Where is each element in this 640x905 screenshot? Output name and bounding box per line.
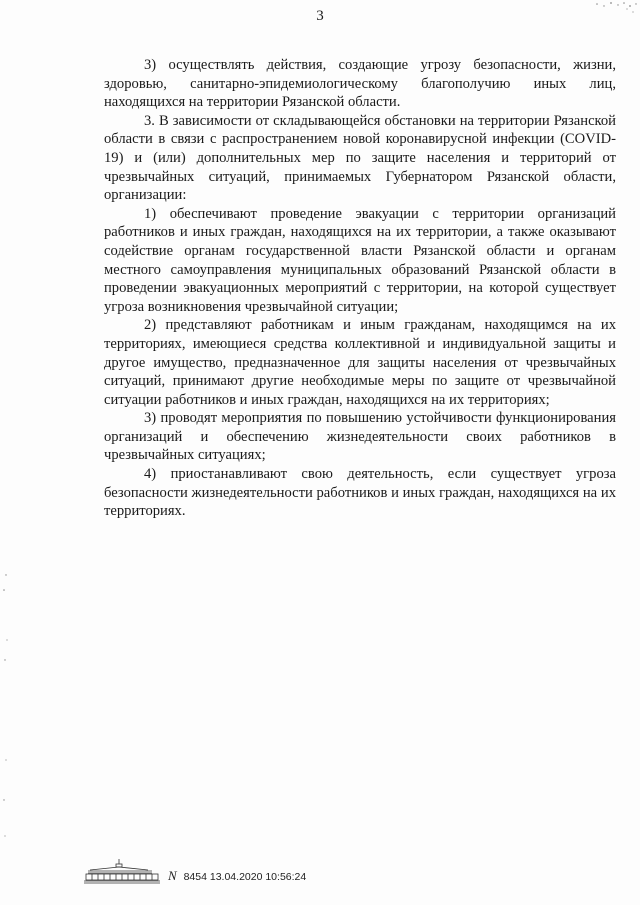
building-stamp-icon	[82, 858, 162, 886]
document-registration-number	[168, 868, 306, 884]
doc-timestamp: 13.04.2020 10:56:24	[209, 871, 307, 883]
number-sign: N	[168, 868, 177, 883]
document-body	[104, 56, 616, 521]
paragraph-item-1: 1) обеспечивают проведение эвакуации с территории организаций работников и иных граждан, находящихся на их территории, а также оказывают содействие органам государственной власти Рязанской области и органам местного самоуправления муниципальных образований Рязанской области в проведении эвакуационных мероприятий с территории, на которой существует угроза возникновения чрезвычайной ситуации;	[104, 205, 616, 315]
page-number: 3	[316, 8, 324, 24]
paragraph-item-3: 3) осуществлять действия, создающие угрозу безопасности, жизни, здоровью, санитарно-эпидемиологическому благополучию иных лиц, находящихся на территории Рязанской области.	[104, 57, 616, 111]
doc-number: 8454	[183, 871, 207, 883]
paragraph-item-2: 2) представляют работникам и иным гражданам, находящимся на их территориях, имеющиеся средства коллективной и индивидуальной защиты и другое имущество, предназначенное для защиты населения от чрезвычайных ситуаций, принимают другие необходимые меры по защите от чрезвычайной ситуации работников и иных граждан, находящихся на их территориях;	[104, 317, 616, 408]
paragraph-item-3b: 3) проводят мероприятия по повышению устойчивости функционирования организаций и обеспечению жизнедеятельности своих работников в чрезвычайных ситуациях;	[104, 410, 616, 464]
document-footer	[82, 858, 342, 888]
paragraph-item-4: 4) приостанавливают свою деятельность, если существует угроза безопасности жизнедеятельности работников и иных граждан, находящихся на их территориях.	[104, 466, 616, 520]
paragraph-section-3: 3. В зависимости от складывающейся обстановки на территории Рязанской области в связи с распространением новой коронавирусной инфекции (COVID-19) и (или) дополнительных мер по защите населения и территорий от чрезвычайных ситуаций, принимаемых Губернатором Рязанской области, организации:	[104, 112, 616, 204]
